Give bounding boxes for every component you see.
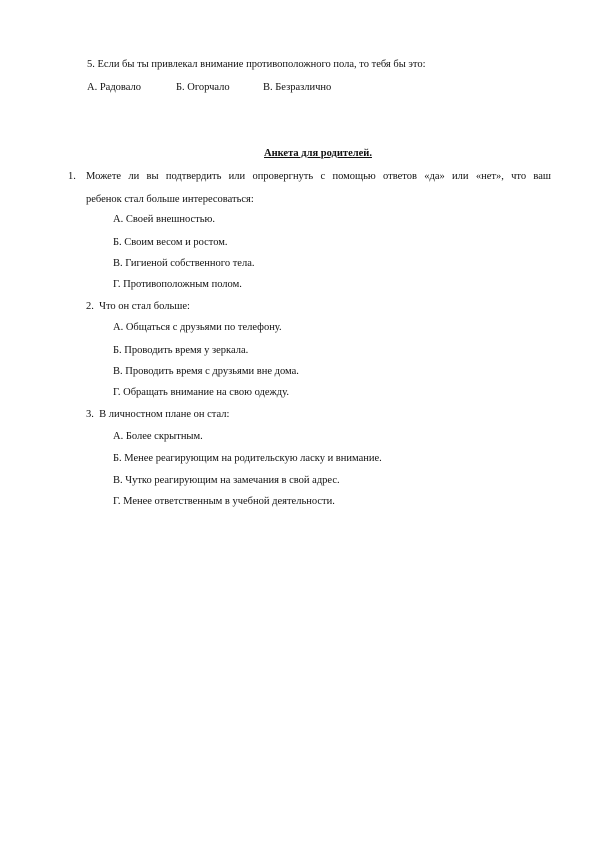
answer-b: Б. Огорчало bbox=[176, 82, 230, 93]
answer-a: А. Радовало bbox=[87, 82, 141, 93]
question-2-text: Что он стал больше: bbox=[99, 301, 190, 312]
question-1-option-c: В. Гигиеной собственного тела. bbox=[113, 258, 255, 269]
question-3-option-c: В. Чутко реагирующим на замечания в свой адрес. bbox=[113, 475, 340, 486]
question-2-option-a: А. Общаться с друзьями по телефону. bbox=[113, 322, 282, 333]
survey-title: Анкета для родителей. bbox=[264, 148, 372, 159]
question-2-option-c: В. Проводить время с друзьями вне дома. bbox=[113, 366, 299, 377]
question-2-number: 2. bbox=[86, 301, 94, 312]
question-1-option-a: А. Своей внешностью. bbox=[113, 214, 215, 225]
question-3-option-b: Б. Менее реагирующим на родительскую ласку и внимание. bbox=[113, 453, 382, 464]
question-3-option-d: Г. Менее ответственным в учебной деятельности. bbox=[113, 496, 335, 507]
question-3 bbox=[86, 408, 229, 421]
question-3-option-a: А. Более скрытным. bbox=[113, 431, 203, 442]
question-2 bbox=[86, 300, 190, 313]
question-5-answers bbox=[87, 81, 331, 94]
question-1-text-line-2: ребенок стал больше интересоваться: bbox=[86, 194, 254, 205]
question-5-text: 5. Если бы ты привлекал внимание противоположного пола, то тебя бы это: bbox=[87, 59, 426, 70]
question-2-option-b: Б. Проводить время у зеркала. bbox=[113, 345, 249, 356]
question-3-text: В личностном плане он стал: bbox=[99, 409, 230, 420]
question-1-text-line-1: Можете ли вы подтвердить или опровергнуть с помощью ответов «да» или «нет», что ваш bbox=[86, 171, 551, 182]
question-3-number: 3. bbox=[86, 409, 94, 420]
question-1-number: 1. bbox=[68, 171, 76, 182]
answer-c: В. Безразлично bbox=[263, 82, 332, 93]
question-2-option-d: Г. Обращать внимание на свою одежду. bbox=[113, 387, 289, 398]
question-1-option-b: Б. Своим весом и ростом. bbox=[113, 237, 228, 248]
question-1-option-d: Г. Противоположным полом. bbox=[113, 279, 242, 290]
